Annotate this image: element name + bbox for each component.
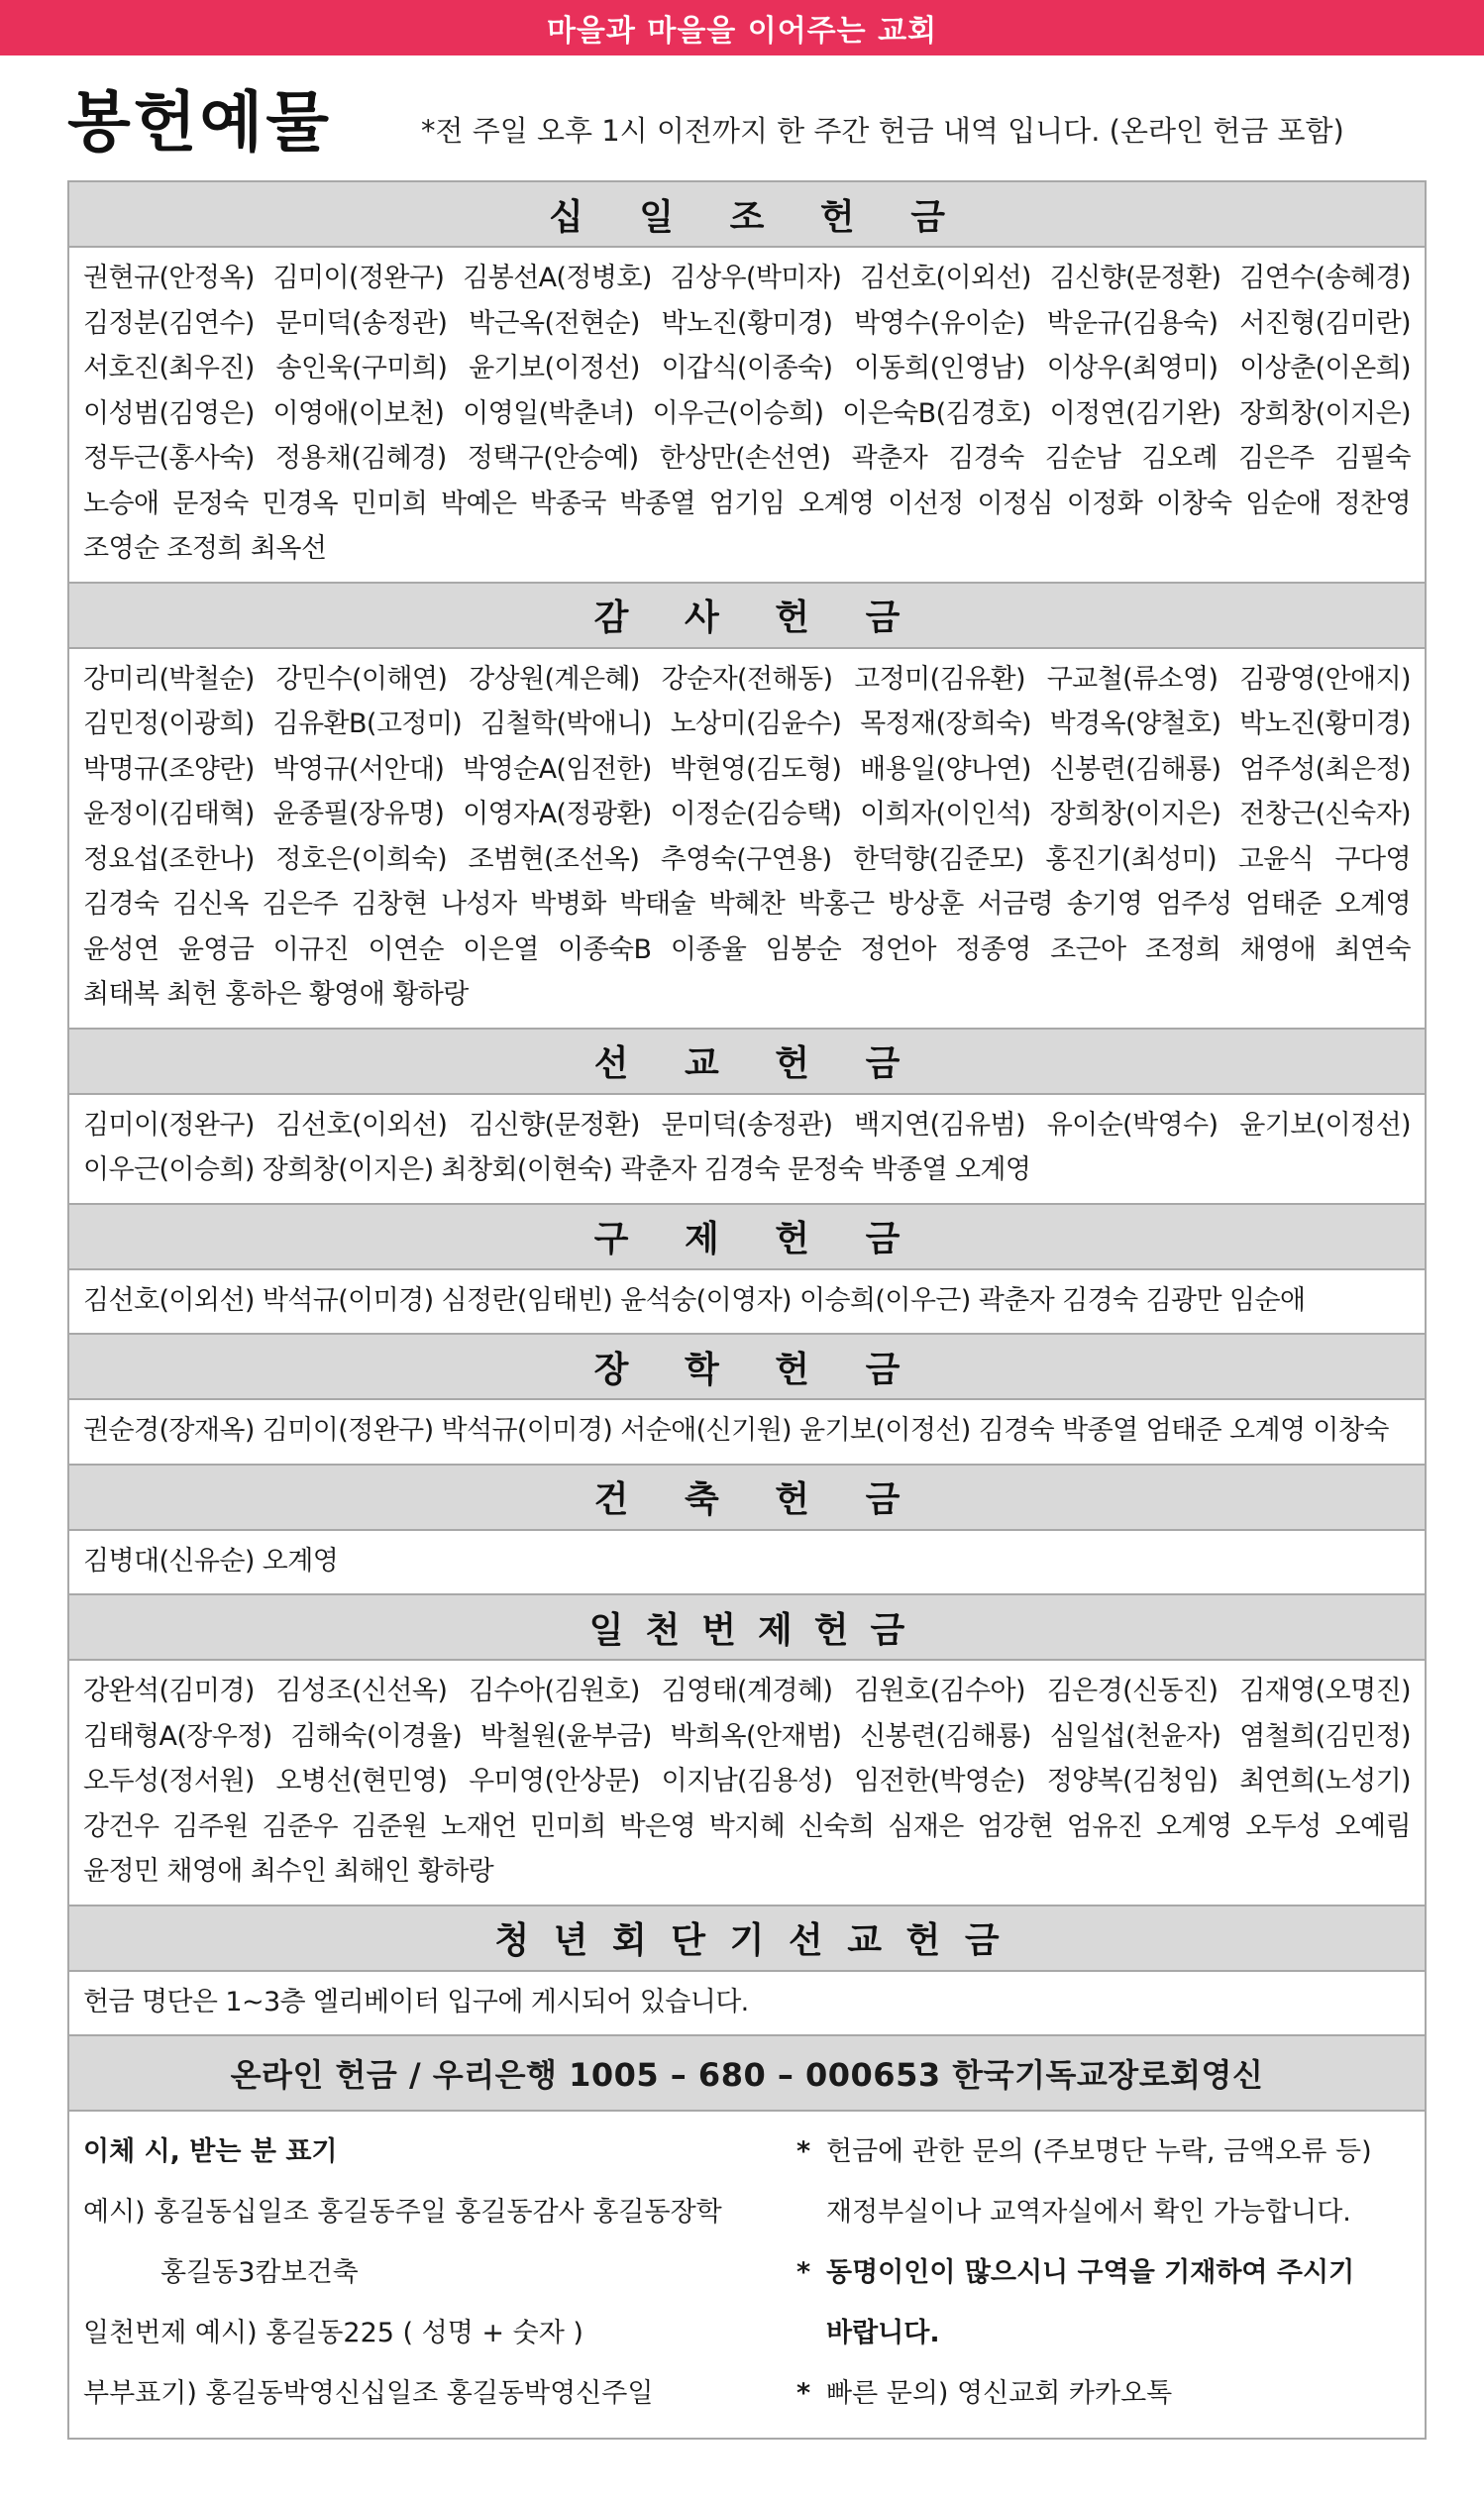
asterisk-icon: *: [796, 2257, 811, 2288]
name-line: 김태형A(장우정) 김해숙(이경율) 박철원(윤부금) 박희옥(안재범) 신봉련(김해룡) 심일섭(천윤자) 염철희(김민정): [83, 1720, 1411, 1752]
name-line: 윤정민 채영애 최수인 최해인 황하랑: [83, 1856, 494, 1887]
section-names: [69, 248, 1425, 584]
page-title: 봉헌예물: [67, 84, 333, 161]
inquiry-notes: [796, 2122, 1411, 2424]
name-line: 김선호(이외선) 박석규(이미경) 심정란(임태빈) 윤석숭(이영자) 이승희(이우근) 곽춘자 김경숙 김광만 임순애: [83, 1284, 1306, 1316]
inquiry-note-3: [796, 2363, 1411, 2424]
period-note: *전 주일 오후 1시 이전까지 한 주간 헌금 내역 입니다. (온라인 헌금 포함): [421, 114, 1344, 148]
name-line: 김경숙 김신옥 김은주 김창현 나성자 박병화 박태술 박혜찬 박홍근 방상훈 서금령 송기영 엄주성 엄태준 오계영: [83, 889, 1411, 920]
inquiry-note-1-text: 헌금에 관한 문의 (주보명단 누락, 금액오류 등): [826, 2136, 1372, 2167]
transfer-example: 예시) 홍길동십일조 홍길동주일 홍길동감사 홍길동장학: [83, 2197, 722, 2228]
section-names: [69, 1270, 1425, 1336]
asterisk-icon: *: [796, 2378, 811, 2409]
section-title: 구 제 헌 금: [69, 1205, 1425, 1270]
transfer-example-couple: 부부표기) 홍길동박영신십일조 홍길동박영신주일: [83, 2378, 654, 2409]
spacer: [796, 2303, 826, 2363]
name-line: 조영순 조정희 최옥선: [83, 533, 327, 564]
name-line: 박명규(조양란) 박영규(서안대) 박영순A(임전한) 박현영(김도형) 배용일(양나연) 신봉련(김해룡) 엄주성(최은정): [83, 753, 1411, 785]
inquiry-note-3-text: 빠른 문의) 영신교회 카카오톡: [826, 2378, 1173, 2409]
section-names: [69, 1661, 1425, 1906]
section-title: 선 교 헌 금: [69, 1030, 1425, 1095]
name-line: 김정분(김연수) 문미덕(송정관) 박근옥(전현순) 박노진(황미경) 박영수(유이순) 박운규(김용숙) 서진형(김미란): [83, 307, 1411, 339]
inquiry-note-2-cont: [796, 2303, 1411, 2363]
section-names: [69, 1400, 1425, 1466]
spacer: [796, 2182, 826, 2242]
section-title: 건 축 헌 금: [69, 1466, 1425, 1531]
section-title: 감 사 헌 금: [69, 584, 1425, 649]
transfer-guide: [83, 2122, 796, 2424]
name-line: 최태복 최헌 홍하은 황영애 황하랑: [83, 979, 469, 1010]
section-title: 십 일 조 헌 금: [69, 182, 1425, 248]
inquiry-note-1: [796, 2122, 1411, 2182]
section-names: [69, 1095, 1425, 1205]
asterisk-icon: *: [796, 2136, 811, 2167]
inquiry-note-1-text-cont: 재정부실이나 교역자실에서 확인 가능합니다.: [826, 2197, 1351, 2228]
offering-board: [67, 180, 1427, 2440]
inquiry-note-2-text: 동명이인이 많으시니 구역을 기재하여 주시기: [826, 2257, 1355, 2288]
name-line: 권현규(안정옥) 김미이(정완구) 김봉선A(정병호) 김상우(박미자) 김선호(이외선) 김신향(문정환) 김연수(송혜경): [83, 263, 1411, 293]
transfer-info: [69, 2112, 1425, 2438]
name-line: 이성범(김영은) 이영애(이보천) 이영일(박춘녀) 이우근(이승희) 이은숙B(김경호) 이정연(김기완) 장희창(이지은): [83, 397, 1411, 429]
name-line: 윤정이(김태혁) 윤종필(장유명) 이영자A(정광환) 이정순(김승택) 이희자(이인석) 장희창(이지은) 전창근(신숙자): [83, 799, 1411, 829]
name-line: 권순경(장재옥) 김미이(정완구) 박석규(이미경) 서순애(신기원) 윤기보(이정선) 김경숙 박종열 엄태준 오계영 이창숙: [83, 1415, 1389, 1446]
section-title: 일천번제헌금: [69, 1595, 1425, 1661]
online-offering-account: 온라인 헌금 / 우리은행 1005 – 680 – 000653 한국기독교장로회영신: [69, 2036, 1425, 2112]
inquiry-note-2: [796, 2242, 1411, 2303]
transfer-example-ilcheon: 일천번제 예시) 홍길동225 ( 성명 + 숫자 ): [83, 2318, 583, 2348]
offering-sections: [69, 182, 1425, 2036]
name-line: 서호진(최우진) 송인욱(구미희) 윤기보(이정선) 이갑식(이종숙) 이동희(인영남) 이상우(최영미) 이상춘(이온희): [83, 353, 1411, 383]
name-line: 윤성연 윤영금 이규진 이연순 이은열 이종숙B 이종율 임봉순 정언아 정종영 조근아 조정희 채영애 최연숙: [83, 933, 1411, 965]
name-line: 김미이(정완구) 김선호(이외선) 김신향(문정환) 문미덕(송정관) 백지연(김유범) 유이순(박영수) 윤기보(이정선): [83, 1109, 1411, 1141]
section-names: [69, 649, 1425, 1030]
section-names: [69, 1531, 1425, 1596]
name-line: 이우근(이승희) 장희창(이지은) 최창회(이현숙) 곽춘자 김경숙 문정숙 박종열 오계영: [83, 1154, 1031, 1185]
inquiry-note-1-cont: [796, 2182, 1411, 2242]
name-line: 헌금 명단은 1~3층 엘리베이터 입구에 게시되어 있습니다.: [83, 1986, 749, 2017]
name-line: 김민정(이광희) 김유환B(고정미) 김철학(박애니) 노상미(김윤수) 목정재(장희숙) 박경옥(양철호) 박노진(황미경): [83, 708, 1411, 739]
name-line: 강완석(김미경) 김성조(신선옥) 김수아(김원호) 김영태(계경혜) 김원호(김수아) 김은경(신동진) 김재영(오명진): [83, 1676, 1411, 1706]
top-banner: 마을과 마을을 이어주는 교회: [0, 0, 1484, 55]
name-line: 정요섭(조한나) 정호은(이희숙) 조범현(조선옥) 추영숙(구연용) 한덕향(김준모) 홍진기(최성미) 고윤식 구다영: [83, 843, 1411, 875]
name-line: 정두근(홍사숙) 정용채(김혜경) 정택구(안승예) 한상만(손선연) 곽춘자 김경숙 김순남 김오례 김은주 김필숙: [83, 443, 1411, 474]
transfer-guide-heading: 이체 시, 받는 분 표기: [83, 2136, 338, 2167]
section-title: 청 년 회 단 기 선 교 헌 금: [69, 1906, 1425, 1972]
name-line: 김병대(신유순) 오계영: [83, 1545, 339, 1577]
name-line: 오두성(정서원) 오병선(현민영) 우미영(안상문) 이지남(김용성) 임전한(박영순) 정양복(김청임) 최연희(노성기): [83, 1766, 1411, 1797]
section-title: 장 학 헌 금: [69, 1335, 1425, 1400]
name-line: 강미리(박철순) 강민수(이해연) 강상원(계은혜) 강순자(전해동) 고정미(김유환) 구교철(류소영) 김광영(안애지): [83, 663, 1411, 695]
name-line: 강건우 김주원 김준우 김준원 노재언 민미희 박은영 박지혜 신숙희 심재은 엄강현 엄유진 오계영 오두성 오예림: [83, 1810, 1411, 1842]
name-line: 노승애 문정숙 민경옥 민미희 박예은 박종국 박종열 엄기임 오계영 이선정 이정심 이정화 이창숙 임순애 정찬영: [83, 488, 1411, 519]
inquiry-note-2-text-cont: 바랍니다.: [826, 2318, 940, 2348]
section-names: [69, 1972, 1425, 2037]
transfer-example-cont: 홍길동3캄보건축: [160, 2257, 359, 2288]
